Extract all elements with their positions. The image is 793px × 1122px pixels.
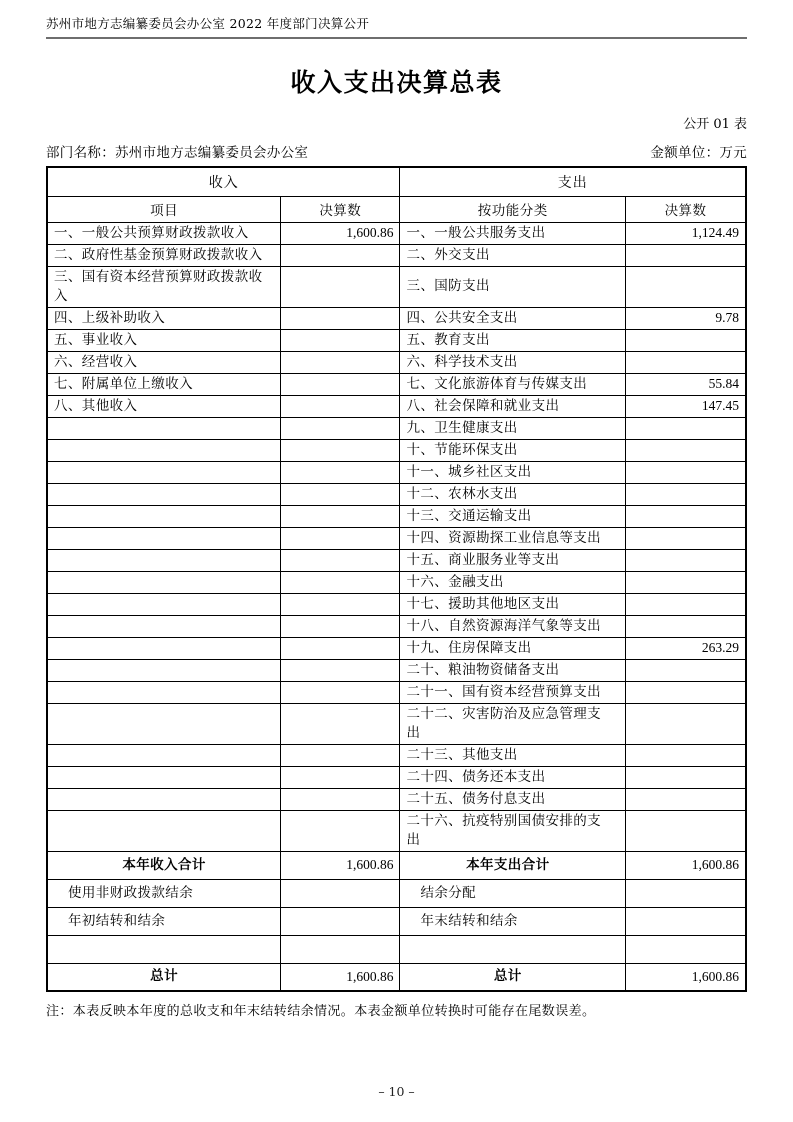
income-label-cell <box>47 483 281 505</box>
expense-section-header: 支出 <box>400 167 746 196</box>
income-label-cell <box>47 505 281 527</box>
expense-value-cell <box>626 703 746 744</box>
table-row <box>47 766 746 788</box>
income-value-cell <box>281 810 400 851</box>
expense-label-cell: 二、外交支出 <box>400 244 626 266</box>
table-row <box>47 439 746 461</box>
income-label-cell <box>47 439 281 461</box>
expense-label-cell: 十六、金融支出 <box>400 571 626 593</box>
expense-label-cell: 本年支出合计 <box>400 851 626 879</box>
table-row <box>47 963 746 991</box>
income-value-cell <box>281 744 400 766</box>
expense-value-cell: 55.84 <box>626 373 746 395</box>
expense-label-cell: 年末结转和结余 <box>400 907 626 935</box>
expense-value-cell <box>626 483 746 505</box>
income-value-cell <box>281 483 400 505</box>
expense-label-cell: 九、卫生健康支出 <box>400 417 626 439</box>
expense-label-cell: 六、科学技术支出 <box>400 351 626 373</box>
table-row <box>47 351 746 373</box>
budget-table <box>46 166 747 992</box>
expense-label-cell <box>400 935 626 963</box>
table-row <box>47 266 746 307</box>
income-value-cell <box>281 907 400 935</box>
income-value-cell <box>281 879 400 907</box>
income-value-cell <box>281 615 400 637</box>
income-label-cell <box>47 593 281 615</box>
expense-value-cell <box>626 935 746 963</box>
income-section-header: 收入 <box>47 167 400 196</box>
income-label-cell <box>47 810 281 851</box>
page-title: 收入支出决算总表 <box>290 68 503 97</box>
expense-label-cell: 二十、粮油物资储备支出 <box>400 659 626 681</box>
expense-value-cell <box>626 788 746 810</box>
income-value-cell <box>281 788 400 810</box>
table-row <box>47 222 746 244</box>
income-label-cell <box>47 788 281 810</box>
income-label-cell <box>47 766 281 788</box>
income-value-cell <box>281 766 400 788</box>
income-value-cell <box>281 681 400 703</box>
expense-value-cell <box>626 505 746 527</box>
expense-label-cell: 十五、商业服务业等支出 <box>400 549 626 571</box>
expense-value-cell <box>626 907 746 935</box>
income-label-cell: 七、附属单位上缴收入 <box>47 373 281 395</box>
income-value-cell <box>281 659 400 681</box>
table-number: 公开 01 表 <box>683 117 747 132</box>
table-row <box>47 461 746 483</box>
income-label-cell: 年初结转和结余 <box>47 907 281 935</box>
income-label-cell: 四、上级补助收入 <box>47 307 281 329</box>
col-header-income-item: 项目 <box>47 196 281 222</box>
table-row <box>47 681 746 703</box>
expense-label-cell: 十四、资源勘探工业信息等支出 <box>400 527 626 549</box>
table-row <box>47 571 746 593</box>
income-value-cell <box>281 307 400 329</box>
col-header-expense-function: 按功能分类 <box>400 196 626 222</box>
income-value-cell <box>281 351 400 373</box>
income-value-cell <box>281 505 400 527</box>
column-header-row <box>47 196 746 222</box>
income-value-cell <box>281 703 400 744</box>
expense-label-cell: 十八、自然资源海洋气象等支出 <box>400 615 626 637</box>
col-header-expense-amount: 决算数 <box>626 196 746 222</box>
amount-unit-label: 金额单位：万元 <box>650 145 747 161</box>
income-value-cell <box>281 373 400 395</box>
table-row <box>47 879 746 907</box>
note-text: 注：本表反映本年度的总收支和年末结转结余情况。本表金额单位转换时可能存在尾数误差。 <box>46 1004 596 1019</box>
expense-value-cell <box>626 527 746 549</box>
expense-value-cell <box>626 329 746 351</box>
expense-label-cell: 十、节能环保支出 <box>400 439 626 461</box>
table-row <box>47 851 746 879</box>
expense-label-cell: 四、公共安全支出 <box>400 307 626 329</box>
income-value-cell <box>281 439 400 461</box>
expense-value-cell: 1,600.86 <box>626 851 746 879</box>
income-value-cell <box>281 329 400 351</box>
expense-label-cell: 十九、住房保障支出 <box>400 637 626 659</box>
table-row <box>47 527 746 549</box>
table-row <box>47 744 746 766</box>
income-value-cell <box>281 417 400 439</box>
expense-label-cell: 二十二、灾害防治及应急管理支出 <box>400 703 626 744</box>
expense-value-cell <box>626 879 746 907</box>
expense-label-cell: 一、一般公共服务支出 <box>400 222 626 244</box>
income-value-cell <box>281 549 400 571</box>
expense-value-cell <box>626 681 746 703</box>
expense-label-cell: 二十一、国有资本经营预算支出 <box>400 681 626 703</box>
expense-value-cell: 9.78 <box>626 307 746 329</box>
income-label-cell: 总计 <box>47 963 281 991</box>
expense-value-cell <box>626 461 746 483</box>
expense-label-cell: 二十六、抗疫特别国债安排的支出 <box>400 810 626 851</box>
expense-value-cell <box>626 615 746 637</box>
expense-label-cell: 三、国防支出 <box>400 266 626 307</box>
income-value-cell: 1,600.86 <box>281 963 400 991</box>
meta-row <box>46 141 747 161</box>
income-label-cell: 本年收入合计 <box>47 851 281 879</box>
table-row <box>47 329 746 351</box>
expense-label-cell: 二十三、其他支出 <box>400 744 626 766</box>
income-label-cell <box>47 659 281 681</box>
expense-value-cell <box>626 744 746 766</box>
income-value-cell <box>281 935 400 963</box>
section-header-row <box>47 167 746 196</box>
expense-label-cell: 二十四、债务还本支出 <box>400 766 626 788</box>
expense-label-cell: 五、教育支出 <box>400 329 626 351</box>
table-row <box>47 395 746 417</box>
expense-label-cell: 总计 <box>400 963 626 991</box>
table-row <box>47 615 746 637</box>
income-label-cell <box>47 417 281 439</box>
expense-value-cell: 1,124.49 <box>626 222 746 244</box>
expense-label-cell: 十一、城乡社区支出 <box>400 461 626 483</box>
income-value-cell <box>281 571 400 593</box>
expense-value-cell <box>626 766 746 788</box>
table-row <box>47 788 746 810</box>
income-label-cell: 一、一般公共预算财政拨款收入 <box>47 222 281 244</box>
expense-value-cell <box>626 571 746 593</box>
table-row <box>47 244 746 266</box>
table-row <box>47 505 746 527</box>
income-value-cell <box>281 527 400 549</box>
table-row <box>47 659 746 681</box>
expense-value-cell <box>626 266 746 307</box>
income-label-cell <box>47 549 281 571</box>
income-value-cell <box>281 461 400 483</box>
table-row <box>47 703 746 744</box>
expense-label-cell: 八、社会保障和就业支出 <box>400 395 626 417</box>
table-row <box>47 593 746 615</box>
income-label-cell <box>47 935 281 963</box>
income-label-cell <box>47 637 281 659</box>
expense-label-cell: 十七、援助其他地区支出 <box>400 593 626 615</box>
expense-value-cell: 1,600.86 <box>626 963 746 991</box>
doc-header-text: 苏州市地方志编纂委员会办公室 2022 年度部门决算公开 <box>46 16 370 31</box>
table-row <box>47 907 746 935</box>
income-label-cell <box>47 744 281 766</box>
income-value-cell <box>281 244 400 266</box>
expense-label-cell: 十三、交通运输支出 <box>400 505 626 527</box>
expense-value-cell: 147.45 <box>626 395 746 417</box>
expense-value-cell <box>626 810 746 851</box>
income-label-cell <box>47 615 281 637</box>
expense-value-cell <box>626 549 746 571</box>
doc-header <box>46 14 747 39</box>
income-label-cell: 五、事业收入 <box>47 329 281 351</box>
expense-label-cell: 七、文化旅游体育与传媒支出 <box>400 373 626 395</box>
table-row <box>47 307 746 329</box>
income-label-cell: 使用非财政拨款结余 <box>47 879 281 907</box>
income-label-cell <box>47 461 281 483</box>
expense-value-cell <box>626 439 746 461</box>
table-row <box>47 637 746 659</box>
expense-value-cell: 263.29 <box>626 637 746 659</box>
table-row <box>47 417 746 439</box>
department-name: 部门名称：苏州市地方志编纂委员会办公室 <box>46 145 309 161</box>
table-row <box>47 549 746 571</box>
expense-label-cell: 十二、农林水支出 <box>400 483 626 505</box>
income-value-cell <box>281 593 400 615</box>
expense-label-cell: 二十五、债务付息支出 <box>400 788 626 810</box>
income-label-cell: 三、国有资本经营预算财政拨款收入 <box>47 266 281 307</box>
table-row <box>47 483 746 505</box>
col-header-income-amount: 决算数 <box>281 196 400 222</box>
table-row <box>47 373 746 395</box>
income-value-cell <box>281 637 400 659</box>
expense-value-cell <box>626 659 746 681</box>
table-row <box>47 935 746 963</box>
table-body <box>47 222 746 991</box>
income-label-cell <box>47 703 281 744</box>
income-label-cell: 八、其他收入 <box>47 395 281 417</box>
expense-label-cell: 结余分配 <box>400 879 626 907</box>
income-label-cell <box>47 681 281 703</box>
income-label-cell: 二、政府性基金预算财政拨款收入 <box>47 244 281 266</box>
income-value-cell: 1,600.86 <box>281 851 400 879</box>
income-value-cell: 1,600.86 <box>281 222 400 244</box>
income-value-cell <box>281 266 400 307</box>
expense-value-cell <box>626 593 746 615</box>
income-label-cell <box>47 571 281 593</box>
expense-value-cell <box>626 351 746 373</box>
income-label-cell <box>47 527 281 549</box>
income-value-cell <box>281 395 400 417</box>
table-row <box>47 810 746 851</box>
expense-value-cell <box>626 417 746 439</box>
page-number: – 10 – <box>378 1084 415 1099</box>
expense-value-cell <box>626 244 746 266</box>
income-label-cell: 六、经营收入 <box>47 351 281 373</box>
